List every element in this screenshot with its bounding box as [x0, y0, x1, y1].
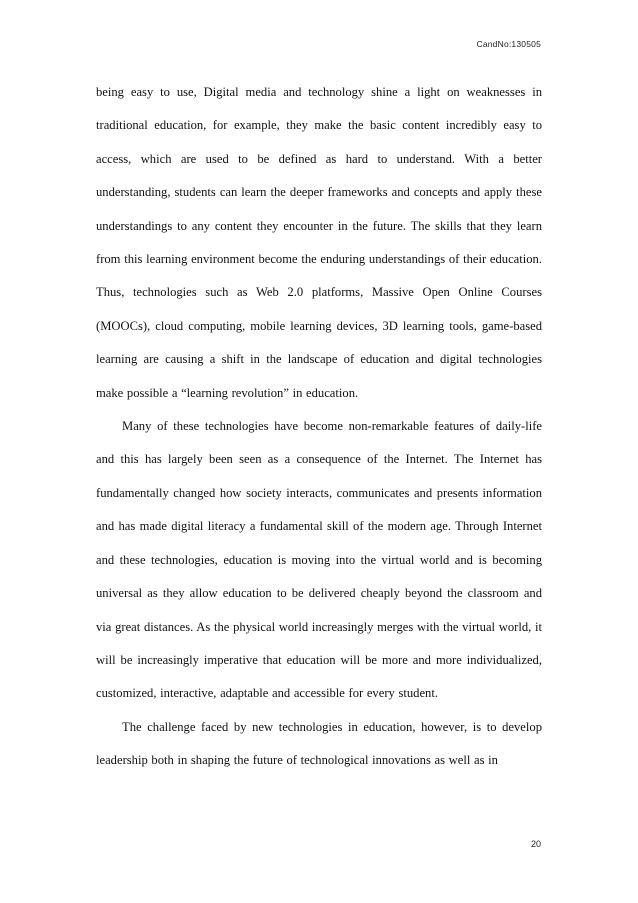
body-text — [96, 76, 542, 778]
paragraph-continued: being easy to use, Digital media and technology shine a light on weaknesses in traditional education, for example, they make the basic content incredibly easy to access, which are used to be defined as hard to understand. With a better understanding, students can learn the deeper frameworks and concepts and apply these understandings to any content they encounter in the future. The skills that they learn from this learning environment become the enduring understandings of their education. Thus, technologies such as Web 2.0 platforms, Massive Open Online Courses (MOOCs), cloud computing, mobile learning devices, 3D learning tools, game-based learning are causing a shift in the landscape of education and digital technologies make possible a “learning revolution” in education. — [96, 85, 542, 400]
paragraph-challenge: The challenge faced by new technologies in education, however, is to develop leadership both in shaping the future of technological innovations as well as in — [96, 719, 542, 768]
page-number: 20 — [530, 839, 541, 849]
candidate-number: CandNo:130505 — [476, 39, 541, 49]
paragraph-internet: Many of these technologies have become non-remarkable features of daily-life and this has largely been seen as a consequence of the Internet. The Internet has fundamentally changed how society interacts, communicates and presents information and has made digital literacy a fundamental skill of the modern age. Through Internet and these technologies, education is moving into the virtual world and is becoming universal as they allow education to be delivered cheaply beyond the classroom and via great distances. As the physical world increasingly merges with the virtual world, it will be increasingly imperative that education will be more and more individualized, customized, interactive, adaptable and accessible for every student. — [96, 419, 542, 701]
